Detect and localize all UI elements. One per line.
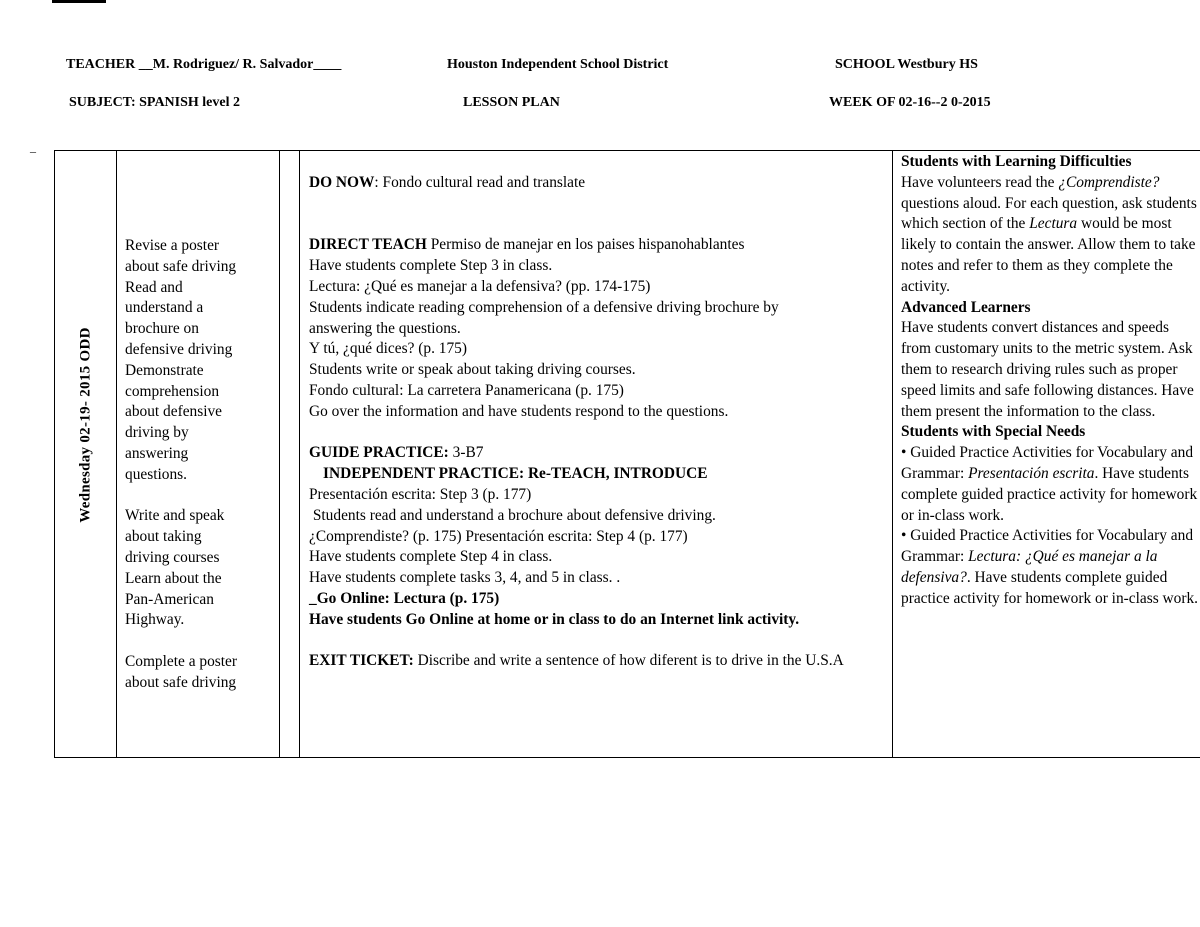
text-run-italic: Presentación escrita xyxy=(968,464,1095,482)
stray-mark: _ xyxy=(30,140,36,154)
learning-difficulties-heading: Students with Learning Difficulties xyxy=(901,153,1132,170)
subject-label: SUBJECT: SPANISH level 2 xyxy=(69,95,240,110)
differentiation-text xyxy=(901,152,1199,610)
lesson-plan-table xyxy=(54,150,1200,758)
activity-line: Y tú, ¿qué dices? (p. 175) xyxy=(309,340,467,358)
text-run: questions aloud. For each question, ask students which section of the xyxy=(901,194,1197,233)
differentiation-column xyxy=(893,151,1200,757)
week-label: WEEK OF 02-16--2 0-2015 xyxy=(829,95,991,110)
objective-line: Learn about the xyxy=(125,569,222,587)
day-label: Wednesday 02-19- 2015 ODD xyxy=(77,327,94,523)
special-needs-item xyxy=(901,526,1199,609)
objective-line: Revise a poster xyxy=(125,237,220,254)
objective-line: about safe driving xyxy=(125,257,237,275)
objective-line: understand a xyxy=(125,299,204,317)
direct-teach xyxy=(309,235,889,256)
activity-line: answering the questions. xyxy=(309,319,461,337)
special-needs-heading: Students with Special Needs xyxy=(901,423,1086,441)
activity-line: Presentación escrita: Step 3 (p. 177) xyxy=(309,485,532,503)
spacer xyxy=(309,194,889,215)
objectives-text xyxy=(125,236,275,694)
objective-line: about safe driving xyxy=(125,673,237,691)
do-now xyxy=(309,173,889,194)
activity-line: Go over the information and have students respond to the questions. xyxy=(309,402,729,420)
text-run: • Guided Practice Activities for Vocabulary and Grammar: xyxy=(901,444,1194,482)
school-label: SCHOOL Westbury HS xyxy=(835,57,978,72)
objective-line: questions. xyxy=(125,465,187,483)
activity-line: Have students complete tasks 3, 4, and 5 in class. . xyxy=(309,569,621,587)
direct-teach-text: Permiso de manejar en los paises hispanohablantes xyxy=(426,236,745,254)
exit-ticket-label: EXIT TICKET: xyxy=(309,652,414,670)
objective-line: Write and speak xyxy=(125,507,225,525)
objective-line: answering xyxy=(125,444,189,462)
spacer xyxy=(125,631,275,652)
text-run-italic: Lectura: ¿Qué es manejar a la defensiva? xyxy=(901,548,1158,586)
activity-line: Students read and understand a brochure about defensive driving. xyxy=(309,506,716,524)
text-run: • Guided Practice Activities for Vocabulary and Grammar: xyxy=(901,527,1194,566)
activity-line: Students indicate reading comprehension of a defensive driving brochure by xyxy=(309,298,779,316)
text-run: Have volunteers read the xyxy=(901,173,1059,191)
objective-line: comprehension xyxy=(125,382,220,400)
district-label: Houston Independent School District xyxy=(447,57,669,72)
blank-column xyxy=(280,151,300,757)
do-now-label: DO NOW xyxy=(309,174,375,191)
guide-practice-label: GUIDE PRACTICE: xyxy=(309,444,449,462)
day-column xyxy=(55,151,117,757)
go-online-text: Have students Go Online at home or in class to do an Internet link activity. xyxy=(309,610,800,628)
activity-line: Fondo cultural: La carretera Panamericana (p. 175) xyxy=(309,381,624,399)
text-run: would be most likely to contain the answer. Allow them to take notes and refer to them as they complete the activity. xyxy=(901,215,1196,295)
text-run: . Have students complete guided practice activity for homework or in-class work. xyxy=(901,568,1199,607)
spacer xyxy=(309,631,889,652)
objective-line: about defensive xyxy=(125,403,223,421)
guide-practice xyxy=(309,443,889,464)
do-now-text: : Fondo cultural read and translate xyxy=(374,174,586,191)
objective-line: driving courses xyxy=(125,548,220,566)
independent-practice-label: INDEPENDENT PRACTICE: Re-TEACH, INTRODUCE xyxy=(323,465,708,483)
guide-practice-text: 3-B7 xyxy=(448,444,484,462)
activities-column xyxy=(300,151,893,757)
text-run-italic: ¿Comprendiste? xyxy=(1058,173,1160,191)
spacer xyxy=(125,486,275,507)
objective-line: Read and xyxy=(125,278,183,296)
activities-text xyxy=(309,173,889,672)
activity-line: Have students complete Step 3 in class. xyxy=(309,257,553,275)
learning-difficulties-text xyxy=(901,173,1199,298)
text-run: . Have students complete guided practice activity for homework or in-class work. xyxy=(901,464,1198,524)
objective-line: Complete a poster xyxy=(125,652,237,670)
doc-type-label: LESSON PLAN xyxy=(463,95,560,110)
special-needs-item xyxy=(901,443,1199,526)
objectives-column xyxy=(117,151,280,757)
activity-line: Lectura: ¿Qué es manejar a la defensiva? (pp. 174-175) xyxy=(309,277,651,295)
advanced-learners-heading: Advanced Learners xyxy=(901,298,1031,316)
activity-line: ¿Comprendiste? (p. 175) Presentación escrita: Step 4 (p. 177) xyxy=(309,527,688,545)
direct-teach-label: DIRECT TEACH xyxy=(309,236,427,254)
top-rule xyxy=(52,0,106,3)
objective-line: Pan-American xyxy=(125,590,214,608)
objective-line: Demonstrate xyxy=(125,361,204,379)
go-online-label: _Go Online: Lectura (p. 175) xyxy=(309,589,500,607)
exit-ticket-text: Discribe and write a sentence of how diferent is to drive in the U.S.A xyxy=(413,652,844,670)
objective-line: defensive driving xyxy=(125,340,233,358)
objective-line: driving by xyxy=(125,424,189,442)
activity-line: Students write or speak about taking driving courses. xyxy=(309,361,636,379)
spacer xyxy=(309,423,889,444)
advanced-learners-text: Have students convert distances and speeds from customary units to the metric system. Ask them to research driving rules such as proper speed limits and safe following distances. Have them present the information to the class. xyxy=(901,319,1194,420)
text-run-italic: Lectura xyxy=(1029,215,1078,233)
objective-line: Highway. xyxy=(125,611,185,629)
activity-line: Have students complete Step 4 in class. xyxy=(309,548,553,566)
exit-ticket xyxy=(309,651,889,672)
objective-line: brochure on xyxy=(125,320,199,338)
teacher-label: TEACHER __M. Rodriguez/ R. Salvador____ xyxy=(66,57,342,72)
spacer xyxy=(309,215,889,236)
objective-line: about taking xyxy=(125,528,202,546)
